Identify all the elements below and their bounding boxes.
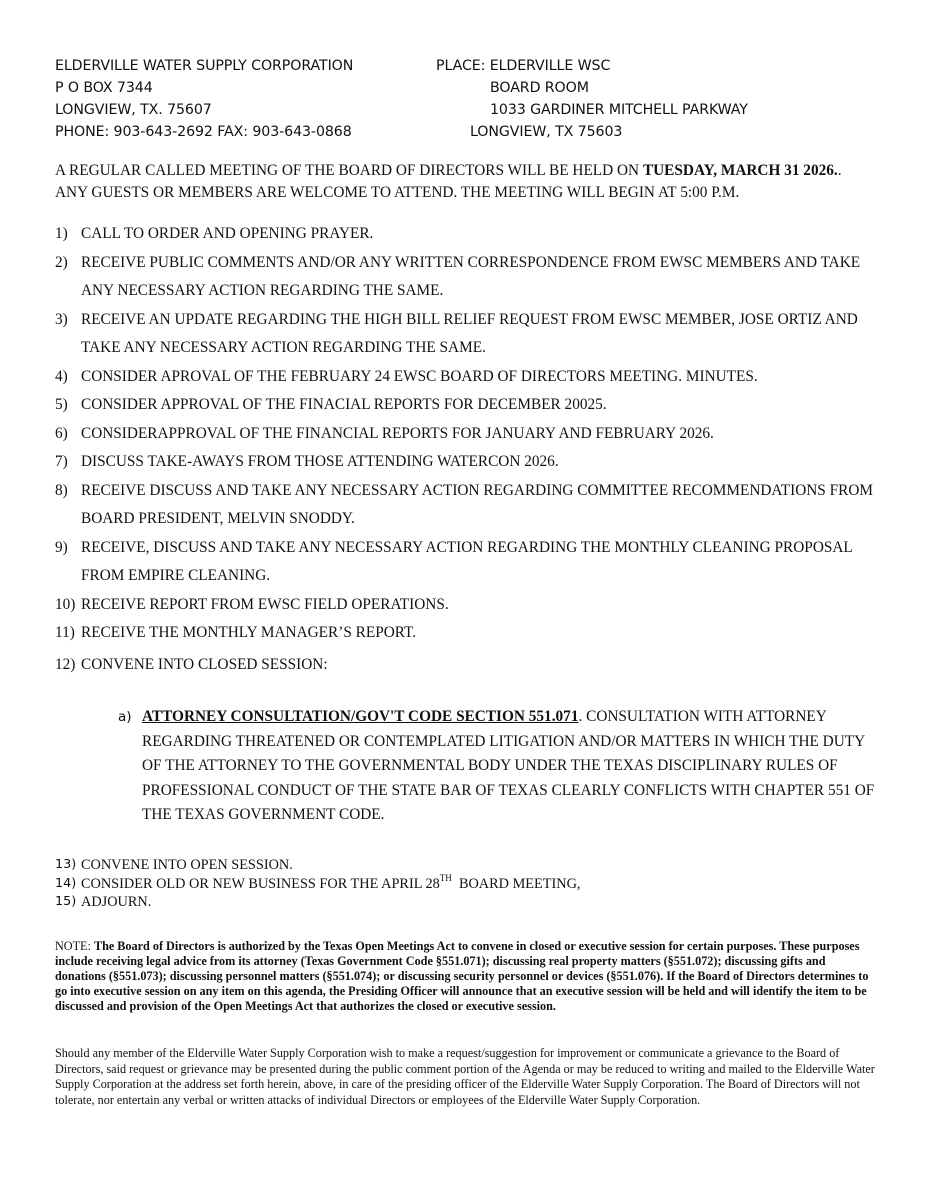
intro-text-after: . ANY GUESTS OR MEMBERS ARE WELCOME TO ATTEND. THE MEETING WILL BEGIN AT 5:00 P.M. xyxy=(55,162,842,201)
agenda-item xyxy=(55,420,875,449)
agenda-item xyxy=(55,856,875,875)
subitem-heading: ATTORNEY CONSULTATION/GOV'T CODE SECTION 551.071 xyxy=(142,708,579,725)
agenda-item xyxy=(55,363,875,392)
item-number: 6) xyxy=(55,424,68,442)
item-text: CONSIDER APPROVAL OF THE FINACIAL REPORTS FOR DECEMBER 20025. xyxy=(81,396,607,413)
item-number: 8) xyxy=(55,481,68,499)
agenda-item xyxy=(55,249,875,306)
item-number: 10) xyxy=(55,595,76,613)
item-text: CALL TO ORDER AND OPENING PRAYER. xyxy=(81,225,374,242)
place-street: 1033 GARDINER MITCHELL PARKWAY xyxy=(490,102,748,118)
intro-text: A REGULAR CALLED MEETING OF THE BOARD OF DIRECTORS WILL BE HELD ON xyxy=(55,162,643,179)
agenda-item xyxy=(55,591,875,620)
agenda-item xyxy=(55,448,875,477)
agenda-item xyxy=(55,651,875,680)
item-text: CONSIDERAPPROVAL OF THE FINANCIAL REPORTS FOR JANUARY AND FEBRUARY 2026. xyxy=(81,424,714,442)
note-label: NOTE: xyxy=(55,939,94,953)
item-number: 2) xyxy=(55,253,68,271)
item-text-after: BOARD MEETING, xyxy=(451,875,581,892)
item-text: CONVENE INTO CLOSED SESSION: xyxy=(81,655,328,673)
agenda-item xyxy=(55,893,875,912)
note-text: The Board of Directors is authorized by the Texas Open Meetings Act to convene in closed or executive session for certain purposes. These purposes include receiving legal advice from its attorney (Texas Government Code §551.071); discussing real property matters (§551.072); discussing gifts and donations (§551.073); discussing personnel matters (§551.074); or discussing security personnel or devices (§551.076). If the Board of Directors determines to go into executive session on any item on this agenda, the Presiding Officer will announce that an executive session will be held and will identify the item to be discussed and provision of the Open Meetings Act that authorizes the closed or executive session. xyxy=(55,939,869,1014)
subitem-letter: a) xyxy=(118,709,132,725)
item-text: RECEIVE REPORT FROM EWSC FIELD OPERATIONS. xyxy=(81,595,449,613)
org-city: LONGVIEW, TX. 75607 xyxy=(55,102,212,118)
item-number: 3) xyxy=(55,310,68,328)
agenda-item xyxy=(55,391,875,420)
meeting-place-block xyxy=(436,55,748,143)
place-label: PLACE: ELDERVILLE WSC xyxy=(436,58,611,74)
item-text: CONSIDER OLD OR NEW BUSINESS FOR THE APRIL 28 xyxy=(81,875,440,892)
agenda-item xyxy=(55,872,875,894)
item-number: 4) xyxy=(55,367,68,385)
item-number: 13) xyxy=(55,857,77,872)
po-box: P O BOX 7344 xyxy=(55,80,153,96)
agenda-item xyxy=(55,619,875,648)
item-number: 15) xyxy=(55,894,77,909)
agenda-list xyxy=(55,220,875,679)
closing-text: Should any member of the Elderville Water Supply Corporation wish to make a request/suggestion for improvement or communicate a grievance to the Board of Directors, said request or grievance may be presented during the public comment portion of the Agenda or may be reduced to writing and mailed to the Elderville Water Supply Corporation at the address set forth herein, above, in care of the presiding officer of the Elderville Water Supply Corporation. The Board of Directors will not tolerate, nor entertain any verbal or written attacks of individual Directors or employees of the Elderville Water Supply Corporation. xyxy=(55,1046,875,1107)
item-text: RECEIVE THE MONTHLY MANAGER’S REPORT. xyxy=(81,624,417,641)
meeting-date: TUESDAY, MARCH 31 2026. xyxy=(642,162,838,179)
agenda-item xyxy=(55,534,875,591)
item-number: 14) xyxy=(55,875,77,891)
item-number: 5) xyxy=(55,396,68,413)
item-text: RECEIVE DISCUSS AND TAKE ANY NECESSARY ACTION REGARDING COMMITTEE RECOMMENDATIONS FROM BOARD PRESIDENT, MELVIN SNODDY. xyxy=(81,481,874,527)
final-agenda-items xyxy=(55,856,875,912)
subitem-body: . CONSULTATION WITH ATTORNEY REGARDING THREATENED OR CONTEMPLATED LITIGATION AND/OR MATTERS IN WHICH THE DUTY OF THE ATTORNEY TO THE GOVERNMENTAL BODY UNDER THE TEXAS DISCIPLINARY RULES OF PROFESSIONAL CONDUCT OF THE STATE BAR OF TEXAS CLEARLY CONFLICTS WITH CHAPTER 551 OF THE TEXAS GOVERNMENT CODE. xyxy=(142,708,875,823)
item-text: RECEIVE, DISCUSS AND TAKE ANY NECESSARY ACTION REGARDING THE MONTHLY CLEANING PROPOSAL FROM EMPIRE CLEANING. xyxy=(81,538,853,584)
item-text: ADJOURN. xyxy=(81,894,152,910)
org-name: ELDERVILLE WATER SUPPLY CORPORATION xyxy=(55,58,354,74)
phone-fax: PHONE: 903-643-2692 FAX: 903-643-0868 xyxy=(55,124,352,140)
agenda-item xyxy=(55,306,875,363)
item-text: RECEIVE AN UPDATE REGARDING THE HIGH BILL RELIEF REQUEST FROM EWSC MEMBER, JOSE ORTIZ AND TAKE ANY NECESSARY ACTION REGARDING THE SAME. xyxy=(81,310,858,356)
place-city: LONGVIEW, TX 75603 xyxy=(470,124,623,140)
ordinal-suffix: TH xyxy=(439,872,452,883)
item-number: 11) xyxy=(55,624,75,641)
executive-session-note xyxy=(55,939,877,1014)
item-text: CONSIDER APROVAL OF THE FEBRUARY 24 EWSC BOARD OF DIRECTORS MEETING. MINUTES. xyxy=(81,367,758,385)
item-number: 9) xyxy=(55,538,68,556)
agenda-item xyxy=(55,220,875,249)
item-number: 7) xyxy=(55,453,68,470)
grievance-notice xyxy=(55,1046,877,1108)
agenda-item xyxy=(55,477,875,534)
item-text: DISCUSS TAKE-AWAYS FROM THOSE ATTENDING WATERCON 2026. xyxy=(81,453,559,470)
item-number: 1) xyxy=(55,225,68,242)
meeting-announcement xyxy=(55,160,875,204)
item-text: RECEIVE PUBLIC COMMENTS AND/OR ANY WRITTEN CORRESPONDENCE FROM EWSC MEMBERS AND TAKE ANY NECESSARY ACTION REGARDING THE SAME. xyxy=(81,253,861,299)
organization-address-block xyxy=(55,55,353,143)
closed-session-subitem xyxy=(118,705,878,828)
item-text: CONVENE INTO OPEN SESSION. xyxy=(81,857,293,873)
item-number: 12) xyxy=(55,655,76,673)
place-room: BOARD ROOM xyxy=(490,80,589,96)
